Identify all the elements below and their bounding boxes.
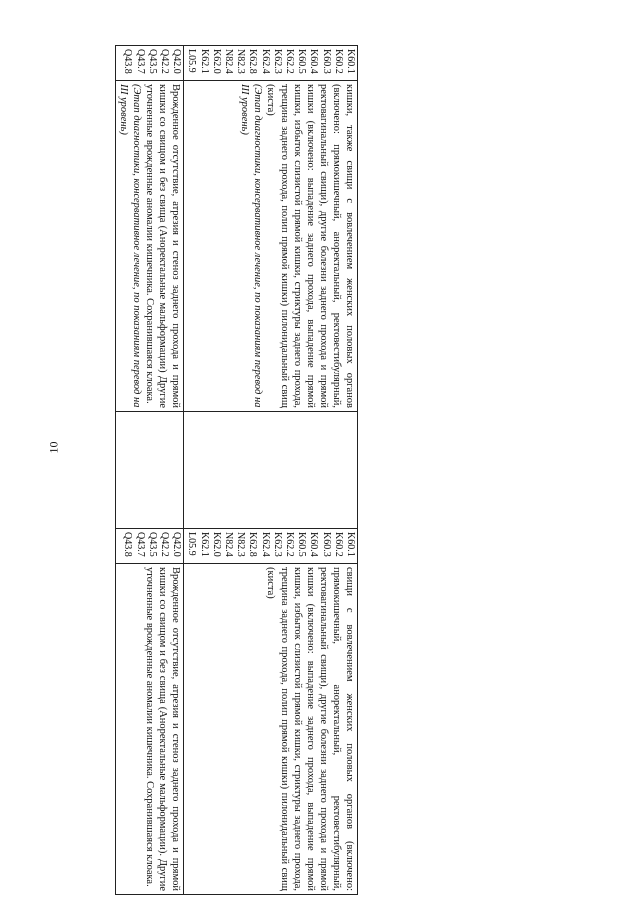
table-row — [115, 46, 183, 895]
diagnosis-table — [115, 45, 358, 895]
code: K62.8 — [247, 532, 259, 557]
description-cell-left — [184, 81, 358, 412]
code: K60.5 — [296, 532, 308, 557]
code: K62.1 — [198, 49, 210, 74]
code: K60.1 — [345, 532, 356, 557]
description-text: Врожденное отсутствие, атрезия и стеноз заднего прохода и прямой кишки со свищом и без свища (Аноректальные мальформации). Другие уточненные врожденные аномалии кишечника. Сохранившаяся клоака. — [143, 567, 182, 891]
code: L05.9 — [186, 49, 198, 73]
code: N82.4 — [222, 49, 234, 74]
code: K60.2 — [332, 532, 344, 557]
note-text: (Этап диагностики, консервативное лечение, по показаниям перевод на III уровень) — [239, 84, 264, 408]
note-text: (Этап диагностики, консервативное лечение, по показаниям перевод на III уровень) — [117, 84, 142, 408]
code: Q42.2 — [158, 532, 170, 557]
code: K62.8 — [247, 49, 259, 74]
code: K60.1 — [345, 49, 356, 74]
code: K62.1 — [198, 532, 210, 557]
code: K60.4 — [308, 49, 320, 74]
code: N82.3 — [235, 532, 247, 557]
description-text: свищи с вовлечением женских половых органов (включено: прямокишечный, аноректальный, ректовестибулярный, ректовагинальный свищи), другие болезни заднего прохода и прямой кишки (включено: выпадение заднего прохода, выпадение прямой кишки, избыток слизистой прямой кишки, стриктуры заднего прохода, трещина заднего прохода, полип прямой кишки) пилонидальный свищ (киста) — [265, 567, 355, 891]
empty-cell — [115, 412, 183, 529]
description-cell-left — [115, 81, 183, 412]
description-cell-right — [184, 564, 358, 895]
code: Q43.7 — [134, 532, 146, 557]
code: K60.4 — [308, 532, 320, 557]
code: Q42.2 — [158, 49, 170, 74]
code: K62.2 — [283, 49, 295, 74]
code: K60.5 — [296, 49, 308, 74]
code: N82.4 — [222, 532, 234, 557]
code: K60.3 — [320, 49, 332, 74]
code: Q43.7 — [134, 49, 146, 74]
code: K62.3 — [271, 49, 283, 74]
code: Q42.0 — [171, 532, 183, 557]
description-text: Врожденное отсутствие, атрезия и стеноз заднего прохода и прямой кишки со свищом и без свища (Аноректальные мальформации) Другие уточненные врожденные аномалии кишечника. Сохранившаяся клоака. — [143, 84, 182, 408]
table-row — [184, 46, 358, 895]
description-cell-right — [115, 564, 183, 895]
code: K62.3 — [271, 532, 283, 557]
rotated-table-container — [78, 45, 358, 895]
code: Q43.5 — [146, 532, 158, 557]
codes-cell-right — [115, 529, 183, 564]
code: Q43.5 — [146, 49, 158, 74]
code: K62.4 — [259, 49, 271, 74]
code: K62.0 — [210, 49, 222, 74]
description-text: кишки, также свищи с вовлечением женских половых органов (включено: прямокишечный, аноректальный, ректовестибулярный, ректовагинальный свищи), другие болезни заднего прохода и прямой кишки (включено: выпадение заднего прохода, выпадение прямой кишки, избыток слизистой прямой кишки, стриктуры заднего прохода, трещина заднего прохода, полип прямой кишки) пилонидальный свищ (киста) — [265, 84, 355, 408]
page-number: 10 — [46, 441, 61, 454]
codes-cell-left — [184, 46, 358, 81]
codes-cell-right — [184, 529, 358, 564]
code: K60.3 — [320, 532, 332, 557]
code: Q43.8 — [122, 49, 134, 74]
codes-cell-left — [115, 46, 183, 81]
code: Q42.0 — [171, 49, 183, 74]
code: L05.9 — [186, 532, 198, 556]
code: K62.0 — [210, 532, 222, 557]
code: K62.4 — [259, 532, 271, 557]
code: N82.3 — [235, 49, 247, 74]
code: K62.2 — [283, 532, 295, 557]
code: Q43.8 — [122, 532, 134, 557]
empty-cell — [184, 412, 358, 529]
code: K60.2 — [332, 49, 344, 74]
